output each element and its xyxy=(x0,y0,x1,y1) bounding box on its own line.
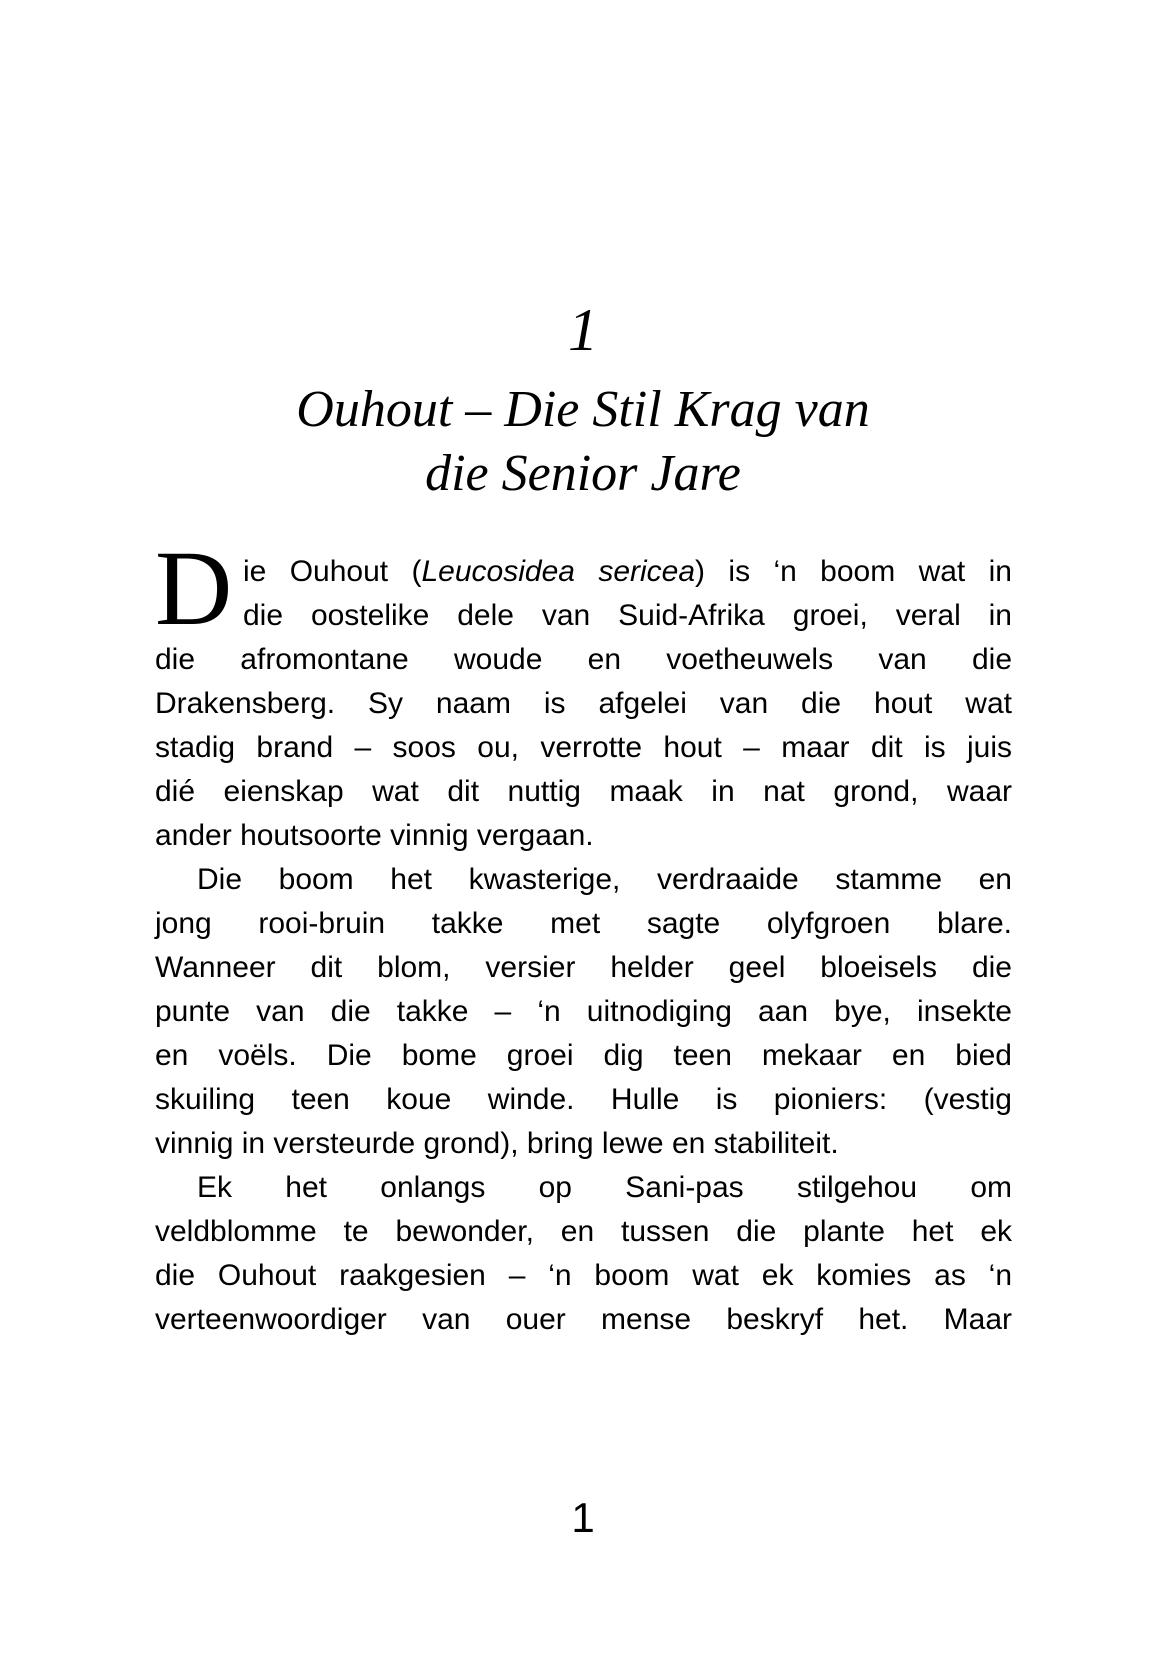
text-segment: die afromontane woude en voetheuwels van die xyxy=(155,643,1012,676)
body-text-lines xyxy=(155,550,1012,1342)
text-line xyxy=(155,946,1012,990)
text-segment: die Ouhout raakgesien – ‘n boom wat ek komies as ‘n xyxy=(155,1259,1012,1292)
text-segment: en voëls. Die bome groei dig teen mekaar en bied xyxy=(155,1039,1012,1072)
text-line xyxy=(155,858,1012,902)
text-line xyxy=(155,550,1012,594)
text-line xyxy=(155,1254,1012,1298)
text-line xyxy=(155,682,1012,726)
text-segment: die oostelike dele van Suid-Afrika groei, veral in xyxy=(243,599,1012,632)
chapter-number: 1 xyxy=(568,297,598,363)
text-line xyxy=(155,902,1012,946)
chapter-title xyxy=(0,378,1166,506)
text-segment: ie Ouhout ( xyxy=(243,555,422,588)
text-line xyxy=(155,1122,1012,1166)
text-line xyxy=(155,814,1012,858)
text-segment: jong rooi-bruin takke met sagte olyfgroen blare. xyxy=(155,907,1012,940)
text-line xyxy=(155,1078,1012,1122)
text-line xyxy=(155,726,1012,770)
drop-cap: D xyxy=(155,530,233,648)
text-segment: dié eienskap wat dit nuttig maak in nat grond, waar xyxy=(155,775,1012,808)
text-segment: Wanneer dit blom, versier helder geel bloeisels die xyxy=(155,951,1012,984)
text-line xyxy=(155,1298,1012,1342)
text-segment: skuiling teen koue winde. Hulle is pioniers: (vestig xyxy=(155,1083,1012,1116)
text-line xyxy=(155,1034,1012,1078)
body-text xyxy=(155,530,1012,1342)
chapter-title-line-1: Ouhout – Die Stil Krag van xyxy=(296,381,870,438)
text-segment: ander houtsoorte vinnig vergaan. xyxy=(155,819,594,852)
text-line xyxy=(155,638,1012,682)
text-segment: ) is ‘n boom wat in xyxy=(695,555,1012,588)
species-name-italic: Leucosidea sericea xyxy=(421,555,696,588)
text-line xyxy=(155,990,1012,1034)
text-line xyxy=(155,1166,1012,1210)
text-segment: Ek het onlangs op Sani-pas stilgehou om xyxy=(197,1171,1012,1204)
text-segment: verteenwoordiger van ouer mense beskryf het. Maar xyxy=(155,1303,1012,1336)
text-segment: Drakensberg. Sy naam is afgelei van die hout wat xyxy=(155,687,1012,720)
chapter-title-line-2: die Senior Jare xyxy=(425,445,741,502)
text-segment: Die boom het kwasterige, verdraaide stamme en xyxy=(197,863,1012,896)
text-line xyxy=(155,594,1012,638)
text-segment: veldblomme te bewonder, en tussen die plante het ek xyxy=(155,1215,1012,1248)
text-segment: punte van die takke – ‘n uitnodiging aan bye, insekte xyxy=(155,995,1012,1028)
text-line xyxy=(155,1210,1012,1254)
text-segment: vinnig in versteurde grond), bring lewe en stabiliteit. xyxy=(155,1127,839,1160)
page-number: 1 xyxy=(571,1494,595,1541)
text-line xyxy=(155,770,1012,814)
text-segment: stadig brand – soos ou, verrotte hout – maar dit is juis xyxy=(155,731,1012,764)
